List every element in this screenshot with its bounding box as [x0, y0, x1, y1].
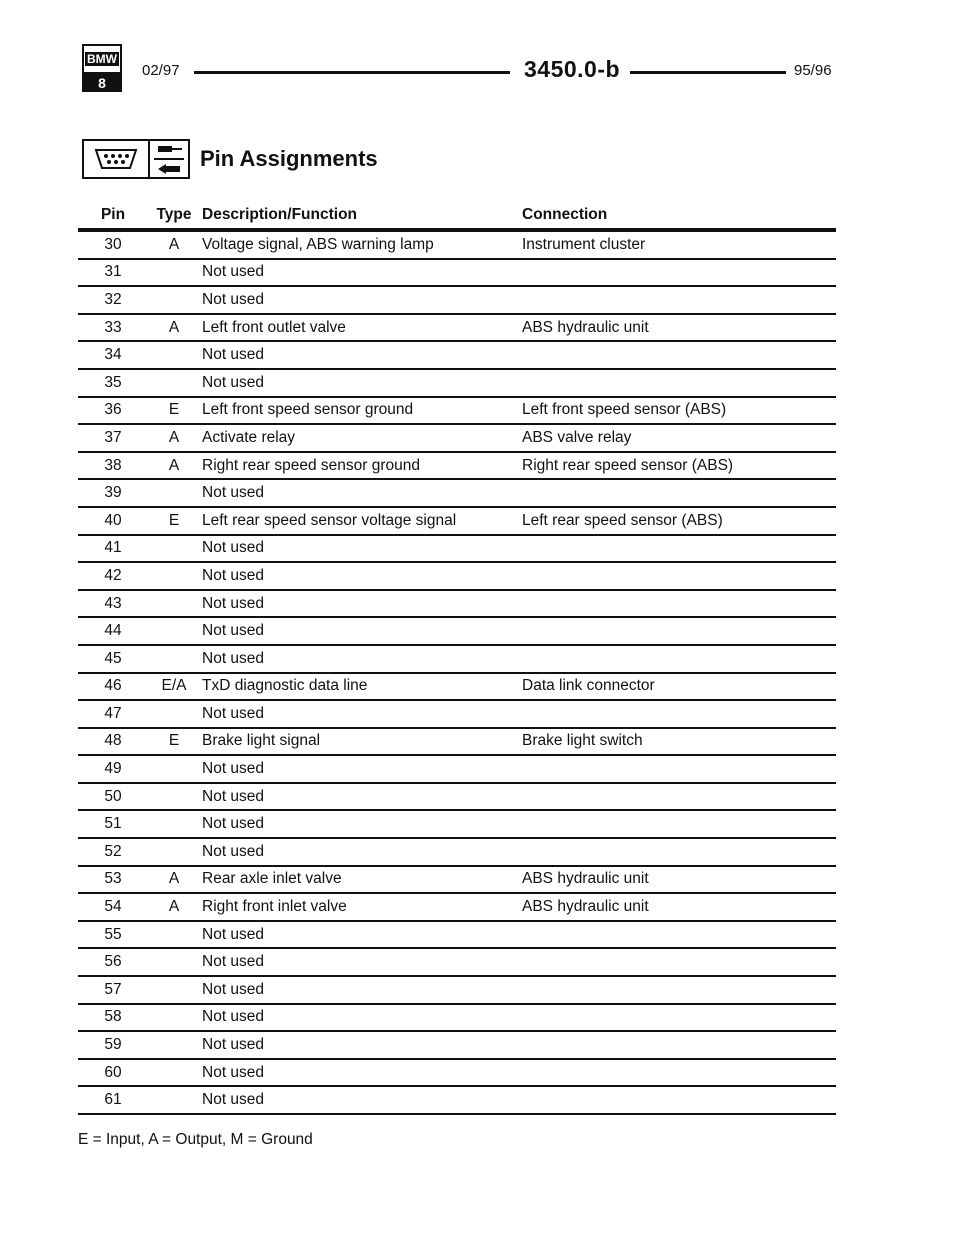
table-row [78, 700, 836, 728]
pin-cell: 61 [78, 1086, 148, 1114]
document-number: 3450.0-b [524, 56, 621, 82]
connection-cell: ABS hydraulic unit [522, 314, 836, 342]
connection-cell [522, 783, 836, 811]
bmw-logo [82, 44, 122, 92]
pin-cell: 36 [78, 397, 148, 425]
description-cell: Voltage signal, ABS warning lamp [200, 230, 522, 259]
pin-cell: 30 [78, 230, 148, 259]
type-cell: E [148, 507, 200, 535]
description-cell: Not used [200, 645, 522, 673]
type-cell [148, 838, 200, 866]
type-cell [148, 810, 200, 838]
connection-cell [522, 1059, 836, 1087]
description-cell: Left front speed sensor ground [200, 397, 522, 425]
pin-cell: 54 [78, 893, 148, 921]
table-row [78, 838, 836, 866]
pin-cell: 42 [78, 562, 148, 590]
description-cell: Not used [200, 562, 522, 590]
model-years: 95/96 [794, 62, 832, 79]
connection-cell [522, 259, 836, 287]
description-cell: Rear axle inlet valve [200, 866, 522, 894]
type-cell [148, 1059, 200, 1087]
table-row [78, 479, 836, 507]
logo-text: BMW [87, 52, 117, 66]
pin-cell: 50 [78, 783, 148, 811]
pin-cell: 60 [78, 1059, 148, 1087]
description-cell: Not used [200, 700, 522, 728]
connection-cell [522, 921, 836, 949]
pin-cell: 57 [78, 976, 148, 1004]
connection-cell [522, 562, 836, 590]
description-cell: Not used [200, 838, 522, 866]
description-cell: Not used [200, 617, 522, 645]
type-cell [148, 921, 200, 949]
type-cell [148, 479, 200, 507]
description-cell: Not used [200, 948, 522, 976]
description-cell: Not used [200, 369, 522, 397]
table-row [78, 314, 836, 342]
type-cell [148, 1031, 200, 1059]
description-cell: Left rear speed sensor voltage signal [200, 507, 522, 535]
type-cell [148, 562, 200, 590]
description-cell: Right rear speed sensor ground [200, 452, 522, 480]
pin-cell: 41 [78, 535, 148, 563]
table-row [78, 673, 836, 701]
table-row [78, 1086, 836, 1114]
type-cell [148, 535, 200, 563]
connection-cell: ABS hydraulic unit [522, 866, 836, 894]
description-cell: Not used [200, 1031, 522, 1059]
table-row [78, 397, 836, 425]
connection-cell: Instrument cluster [522, 230, 836, 259]
type-cell [148, 755, 200, 783]
table-row [78, 893, 836, 921]
type-cell [148, 369, 200, 397]
table-row [78, 341, 836, 369]
description-cell: Not used [200, 783, 522, 811]
type-cell [148, 1004, 200, 1032]
connection-cell: ABS valve relay [522, 424, 836, 452]
table-row [78, 976, 836, 1004]
connection-cell [522, 341, 836, 369]
type-cell: A [148, 893, 200, 921]
description-cell: Not used [200, 1004, 522, 1032]
type-cell [148, 259, 200, 287]
table-row [78, 810, 836, 838]
type-cell: E [148, 728, 200, 756]
description-cell: Not used [200, 535, 522, 563]
connection-cell [522, 286, 836, 314]
column-header-connection: Connection [522, 206, 608, 223]
table-row [78, 230, 836, 259]
pin-cell: 45 [78, 645, 148, 673]
connection-cell [522, 369, 836, 397]
connection-cell [522, 838, 836, 866]
pin-cell: 58 [78, 1004, 148, 1032]
type-cell [148, 700, 200, 728]
table-row [78, 921, 836, 949]
table-row [78, 783, 836, 811]
table-row [78, 948, 836, 976]
description-cell: TxD diagnostic data line [200, 673, 522, 701]
description-cell: Not used [200, 810, 522, 838]
description-cell: Not used [200, 286, 522, 314]
table-row [78, 535, 836, 563]
description-cell: Not used [200, 921, 522, 949]
type-cell [148, 286, 200, 314]
table-row [78, 507, 836, 535]
description-cell: Not used [200, 259, 522, 287]
type-legend: E = Input, A = Output, M = Ground [78, 1131, 313, 1148]
table-row [78, 1004, 836, 1032]
pin-cell: 59 [78, 1031, 148, 1059]
connection-cell: ABS hydraulic unit [522, 893, 836, 921]
connection-cell [522, 700, 836, 728]
table-row [78, 1059, 836, 1087]
connection-cell: Right rear speed sensor (ABS) [522, 452, 836, 480]
description-cell: Not used [200, 341, 522, 369]
type-cell [148, 645, 200, 673]
table-row [78, 424, 836, 452]
description-cell: Right front inlet valve [200, 893, 522, 921]
header-rule-right [630, 71, 786, 74]
connection-cell [522, 479, 836, 507]
pin-cell: 47 [78, 700, 148, 728]
pin-cell: 51 [78, 810, 148, 838]
pin-cell: 38 [78, 452, 148, 480]
pin-cell: 33 [78, 314, 148, 342]
connection-cell: Left front speed sensor (ABS) [522, 397, 836, 425]
connection-cell: Data link connector [522, 673, 836, 701]
table-header-row [78, 206, 836, 230]
connection-cell [522, 810, 836, 838]
type-cell [148, 976, 200, 1004]
description-cell: Not used [200, 1059, 522, 1087]
description-cell: Not used [200, 1086, 522, 1114]
type-cell [148, 341, 200, 369]
pin-cell: 37 [78, 424, 148, 452]
table-row [78, 286, 836, 314]
description-cell: Not used [200, 590, 522, 618]
description-cell: Activate relay [200, 424, 522, 452]
type-cell: E/A [148, 673, 200, 701]
pin-cell: 31 [78, 259, 148, 287]
connection-cell [522, 1031, 836, 1059]
pin-cell: 35 [78, 369, 148, 397]
table-row [78, 562, 836, 590]
connection-cell [522, 590, 836, 618]
column-header-type: Type [156, 206, 192, 223]
pin-cell: 48 [78, 728, 148, 756]
page-title: Pin Assignments [200, 146, 378, 171]
column-header-pin: Pin [100, 206, 126, 223]
pin-cell: 34 [78, 341, 148, 369]
table-row [78, 755, 836, 783]
description-cell: Left front outlet valve [200, 314, 522, 342]
connection-cell [522, 755, 836, 783]
logo-series: 8 [84, 74, 120, 92]
table-body [78, 230, 836, 1114]
type-cell [148, 590, 200, 618]
pin-cell: 44 [78, 617, 148, 645]
type-cell: A [148, 314, 200, 342]
description-cell: Not used [200, 479, 522, 507]
type-cell: A [148, 452, 200, 480]
table-row [78, 369, 836, 397]
connection-cell [522, 645, 836, 673]
connection-cell [522, 535, 836, 563]
pin-cell: 43 [78, 590, 148, 618]
table-row [78, 1031, 836, 1059]
connection-cell [522, 948, 836, 976]
table-row [78, 866, 836, 894]
pin-cell: 53 [78, 866, 148, 894]
pin-cell: 49 [78, 755, 148, 783]
table-row [78, 728, 836, 756]
table-row [78, 645, 836, 673]
type-cell: E [148, 397, 200, 425]
pin-cell: 32 [78, 286, 148, 314]
type-cell [148, 617, 200, 645]
column-header-description: Description/Function [202, 206, 357, 223]
pin-cell: 52 [78, 838, 148, 866]
issue-date: 02/97 [142, 62, 180, 79]
pin-assignment-table [78, 206, 836, 1115]
connector-icon [82, 139, 150, 179]
page-header [82, 44, 836, 94]
table-row [78, 590, 836, 618]
pin-cell: 39 [78, 479, 148, 507]
table-row [78, 259, 836, 287]
pin-cell: 46 [78, 673, 148, 701]
connection-cell [522, 1004, 836, 1032]
pin-cell: 55 [78, 921, 148, 949]
type-cell: A [148, 230, 200, 259]
connection-cell [522, 976, 836, 1004]
type-cell: A [148, 866, 200, 894]
type-cell [148, 948, 200, 976]
type-cell [148, 1086, 200, 1114]
description-cell: Not used [200, 976, 522, 1004]
pin-cell: 40 [78, 507, 148, 535]
table-row [78, 617, 836, 645]
connection-cell: Brake light switch [522, 728, 836, 756]
table-row [78, 452, 836, 480]
type-cell [148, 783, 200, 811]
connection-cell [522, 1086, 836, 1114]
connection-cell [522, 617, 836, 645]
description-cell: Not used [200, 755, 522, 783]
pin-cell: 56 [78, 948, 148, 976]
description-cell: Brake light signal [200, 728, 522, 756]
pin-direction-icon [150, 139, 190, 179]
header-rule-left [194, 71, 510, 74]
type-cell: A [148, 424, 200, 452]
connection-cell: Left rear speed sensor (ABS) [522, 507, 836, 535]
section-title [82, 136, 378, 182]
